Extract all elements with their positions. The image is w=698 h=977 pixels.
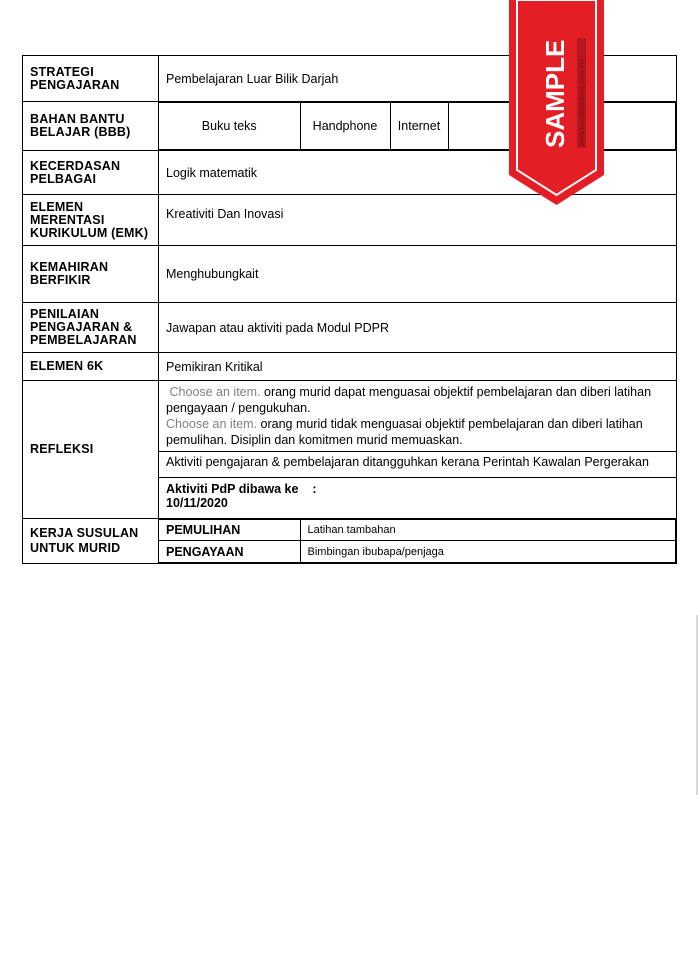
- label-text: KEMAHIRAN BERFIKIR: [30, 260, 109, 287]
- label-text: STRATEGI PENGAJARAN: [30, 64, 120, 92]
- label-text: KECERDASAN PELBAGAI: [30, 158, 121, 186]
- value-kerja-susulan: [159, 519, 677, 564]
- pengayaan-label: PENGAYAAN: [159, 541, 300, 563]
- carry-date: 10/11/2020: [166, 496, 228, 510]
- watermark-text: SAMPLE: [540, 39, 570, 148]
- refleksi-carry: [159, 477, 676, 518]
- value-emk: Kreativiti Dan Inovasi: [159, 195, 677, 246]
- row-elemen6k: [23, 353, 677, 381]
- row-refleksi: [23, 381, 677, 519]
- row-kerja-susulan: [23, 519, 677, 564]
- label-strategi: [23, 56, 159, 102]
- sample-watermark-ribbon: [509, 0, 604, 205]
- bbb-item-1: Buku teks: [159, 103, 300, 150]
- pemulihan-label: PEMULIHAN: [159, 520, 300, 541]
- value-penilaian: Jawapan atau aktiviti pada Modul PDPR: [159, 303, 677, 353]
- label-bbb: [23, 102, 159, 151]
- row-penilaian: [23, 303, 677, 353]
- label-text: BAHAN BANTU BELAJAR (BBB): [30, 112, 131, 139]
- carry-label: Aktiviti PdP dibawa ke :: [166, 482, 317, 496]
- label-kecerdasan: [23, 151, 159, 195]
- label-text: REFLEKSI: [30, 442, 94, 456]
- refleksi-text-2: orang murid tidak menguasai objektif pembelajaran dan diberi latihan pemulihan. Disiplin dan komitmen murid memuaskan.: [166, 417, 643, 447]
- choose-item-dropdown-2[interactable]: Choose an item.: [166, 417, 258, 431]
- label-refleksi: [23, 381, 159, 519]
- label-emk: [23, 195, 159, 246]
- label-kerja-susulan: [23, 519, 159, 564]
- refleksi-statements: [159, 381, 676, 451]
- label-text: PENILAIAN PENGAJARAN & PEMBELAJARAN: [30, 307, 137, 347]
- pemulihan-value: Latihan tambahan: [300, 520, 676, 541]
- choose-item-dropdown-1[interactable]: Choose an item.: [169, 385, 261, 399]
- refleksi-text-1: orang murid dapat menguasai objektif pembelajaran dan diberi latihan pengayaan / pengukuhan.: [166, 385, 652, 415]
- refleksi-line-1: [166, 384, 670, 416]
- label-text: KERJA SUSULAN UNTUK MURID: [30, 526, 139, 555]
- label-text: ELEMEN MERENTASI KURIKULUM (EMK): [30, 199, 149, 240]
- refleksi-note: Aktiviti pengajaran & pembelajaran ditangguhkan kerana Perintah Kawalan Pergerakan: [159, 451, 676, 477]
- value-strategi: Pembelajaran Luar Bilik Darjah: [159, 56, 677, 102]
- bbb-item-3: Internet: [390, 103, 448, 150]
- bbb-item-2: Handphone: [300, 103, 390, 150]
- refleksi-line-2: [166, 416, 670, 448]
- label-elemen6k: [23, 353, 159, 381]
- watermark-subtext: www.bumigemilang.com.my: [579, 59, 586, 146]
- value-kemahiran: Menghubungkait: [159, 246, 677, 303]
- label-penilaian: [23, 303, 159, 353]
- value-kecerdasan: Logik matematik: [159, 151, 677, 195]
- pengayaan-value: Bimbingan ibubapa/penjaga: [300, 541, 676, 563]
- value-refleksi: [159, 381, 677, 519]
- label-kemahiran: [23, 246, 159, 303]
- label-text: ELEMEN 6K: [30, 359, 104, 373]
- kerja-susulan-table: [159, 519, 676, 563]
- value-elemen6k: Pemikiran Kritikal: [159, 353, 677, 381]
- row-kemahiran: [23, 246, 677, 303]
